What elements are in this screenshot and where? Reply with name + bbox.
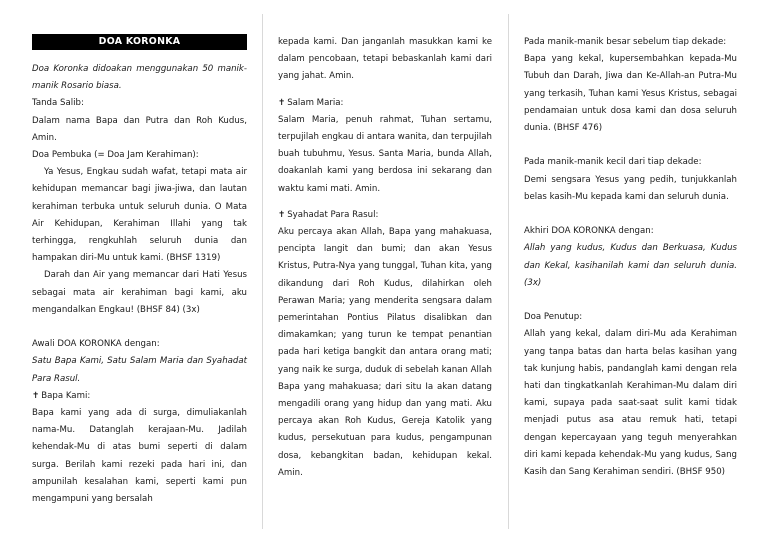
column-divider [508, 14, 509, 529]
intro-text: Doa Koronka didoakan menggunakan 50 manik-manik Rosario biasa. [32, 64, 247, 92]
bapa-kami-heading-row [32, 388, 247, 405]
awali-heading: Awali DOA KORONKA dengan: [32, 339, 160, 350]
doa-penutup-heading: Doa Penutup: [524, 312, 583, 323]
column-divider [262, 14, 263, 529]
bapa-kami-heading: Bapa Kami: [41, 390, 91, 401]
akhiri-text: Allah yang kudus, Kudus dan Berkuasa, Kudus dan Kekal, kasihanilah kami dan seluruh dunia. (3x) [524, 243, 737, 288]
spacer [32, 319, 247, 336]
manik-kecil-heading: Pada manik-manik kecil dari tiap dekade: [524, 157, 702, 168]
bapa-kami-text: Bapa kami yang ada di surga, dimuliakanlah nama-Mu. Datanglah kerajaan-Mu. Jadilah kehendak-Mu di atas bumi seperti di dalam surga. Berilah kami rezeki pada hari ini, dan ampunilah kesalahan kami, seperti kami pun mengampuni yang bersalah [32, 408, 247, 505]
manik-besar-heading: Pada manik-manik besar sebelum tiap dekade: [524, 37, 727, 47]
cross-icon: ✝ [278, 97, 286, 108]
syahadat-heading-row [278, 207, 492, 224]
salam-maria-text: Salam Maria, penuh rahmat, Tuhan sertamu, terpujilah engkau di antara wanita, dan terpujilah buah tubuhmu, Yesus. Santa Maria, bunda Allah, doakanlah kami yang berdosa ini sekarang dan waktu kami mati. Amin. [278, 114, 492, 194]
spacer [278, 198, 492, 207]
column-3 [524, 34, 737, 481]
manik-besar-text: Bapa yang kekal, kupersembahkan kepada-Mu Tubuh dan Darah, Jiwa dan Ke-Allah-an Putra-Mu yang terkasih, Tuhan kami Yesus Kristus, sebagai pendamaian untuk dosa kami dan dosa seluruh dunia. (BHSF 476) [524, 54, 737, 134]
syahadat-heading: Syahadat Para Rasul: [287, 209, 379, 220]
spacer [524, 137, 737, 154]
bapa-kami-continued: kepada kami. Dan janganlah masukkan kami ke dalam pencobaan, tetapi bebaskanlah kami dari yang jahat. Amin. [278, 37, 492, 82]
cross-icon: ✝ [278, 209, 286, 220]
column-2 [278, 34, 492, 482]
doa-penutup-text: Allah yang kekal, dalam diri-Mu ada Kerahiman yang tanpa batas dan harta belas kasihan yang tak kunjung habis, pandanglah kami dengan rela hati dan tingkatkanlah Kerahiman-Mu dalam diri kami, supaya pada saat-saat sulit kami tidak menjadi putus asa atau remuk hati, tetapi dengan kepercayaan yang teguh menyerahkan diri kami kepada kehendak-Mu yang kudus, Sang Kasih dan Sang Kerahiman sendiri. (BHSF 950) [524, 329, 737, 478]
awali-text: Satu Bapa Kami, Satu Salam Maria dan Syahadat Para Rasul. [32, 356, 247, 384]
manik-kecil-text: Demi sengsara Yesus yang pedih, tunjukkanlah belas kasih-Mu kepada kami dan seluruh dunia. [524, 174, 737, 202]
column-1 [32, 34, 247, 508]
tanda-salib-heading: Tanda Salib: [32, 98, 84, 109]
cross-icon: ✝ [32, 390, 40, 401]
doc-title: DOA KORONKA [32, 34, 247, 50]
spacer [278, 86, 492, 95]
tanda-salib-text: Dalam nama Bapa dan Putra dan Roh Kudus, Amin. [32, 115, 247, 143]
spacer [524, 292, 737, 309]
salam-maria-heading: Salam Maria: [287, 97, 344, 108]
spacer [524, 206, 737, 223]
doa-pembuka-heading: Doa Pembuka (= Doa Jam Kerahiman): [32, 150, 199, 161]
salam-maria-heading-row [278, 95, 492, 112]
doa-pembuka-paragraph-1: Ya Yesus, Engkau sudah wafat, tetapi mata air kehidupan memancar bagi jiwa-jiwa, dan lautan kerahiman terbuka untuk seluruh dunia. O Mata Air Kehidupan, Kerahiman Illahi yang tak terhingga, rengkuhlah seluruh dunia dan hampakan diri-Mu untuk kami. (BHSF 1319) [32, 167, 247, 264]
doa-pembuka-paragraph-2: Darah dan Air yang memancar dari Hati Yesus sebagai mata air kerahiman bagi kami, aku mengandalkan Engkau! (BHSF 84) (3x) [32, 270, 247, 315]
akhiri-heading: Akhiri DOA KORONKA dengan: [524, 226, 654, 237]
syahadat-text: Aku percaya akan Allah, Bapa yang mahakuasa, pencipta langit dan bumi; dan akan Yesus Kristus, Putra-Nya yang tunggal, Tuhan kita, yang dikandung dari Roh Kudus, dilahirkan oleh Perawan Maria; yang menderita sengsara dalam pemerintahan Pontius Pilatus disalibkan dan dimakamkan; yang turun ke tempat penantian pada hari ketiga bangkit dan antara orang mati; yang naik ke surga, duduk di sebelah kanan Allah Bapa yang mahakuasa; dari situ Ia akan datang mengadili orang yang hidup dan yang mati. Aku percaya akan Roh Kudus, Gereja Katolik yang kudus, persekutuan para kudus, pengampunan dosa, kebangkitan badan, kehidupan kekal. Amin. [278, 227, 492, 478]
